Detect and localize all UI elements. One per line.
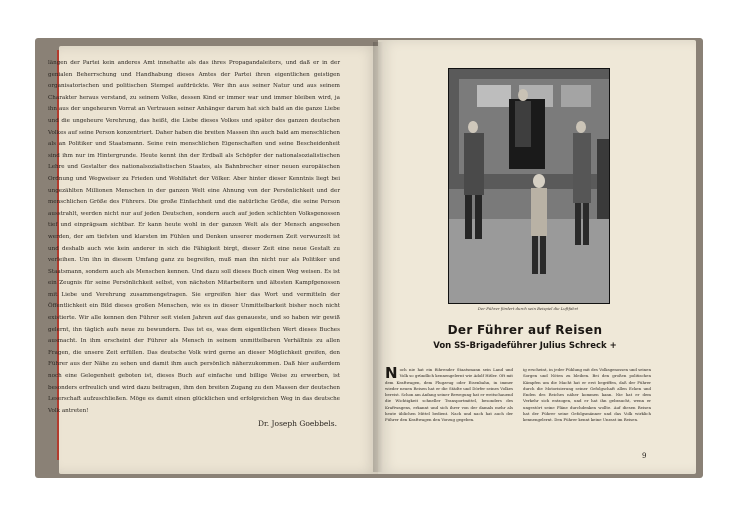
article-title: Der Führer auf Reisen: [447, 323, 603, 337]
preface-text: [48, 58, 340, 414]
photo-illustration: [449, 69, 609, 303]
photo-caption: Der Führer fördert durch sein Beispiel die Luftfahrt: [477, 306, 579, 311]
article-photo: [448, 68, 610, 304]
article-columns: [385, 364, 651, 437]
column-1-text: och nie hat ein führender Staatsmann sein Land und Volk so gründlich kennengelernt wie Adolf Hitler. Oft mit dem Kraftwagen, dem Flugzeug oder Eisenbahn, in immer wieder neuen Reisen hat er die Städte und Dörfer seines Volkes bereist. Schon am Anfang seiner Bewegung hat er weitschauend die Wichtigkeit schneller Transportmittel, besonders des Kraftwagens, erkannt und sich ihrer von der damals mehr als heute üblichen Mittel bedient. Nach und nach hat auch der Führer den Kraftwagen den Vorzug gegeben.: [385, 367, 513, 423]
author-signature: Dr. Joseph Goebbels.: [258, 419, 337, 428]
article-column-1: [385, 364, 513, 437]
column-2-text: ig erscheint, in jeder Fühlung mit des Volksgenossen und seinen Sorgen und Nöten zu bleiben. Bei den großen politischen Kämpfen um die Macht hat er erst begriffen, daß der Führer durch die Motorisierung seiner Gefolgschaft allen Ecken und Enden des Reiches näher kommen kann. Nie hat er dem Verkehr sich entzogen, und er hat ihn gebraucht, wenn er ungestört seine Pläne durchdenken wollte. Auf diesen Reisen hat der Führer seine Gefolgsmänner und das Volk wirklich kennengelernt. Den Führer kennt keine Unrast im Reisen.: [523, 367, 651, 423]
drop-cap: N: [385, 364, 398, 382]
page-gutter: [373, 42, 383, 472]
page-number: 9: [642, 452, 647, 460]
preface-paragraph: längen der Partei kein anderes Amt innehatte als das ihres Propagandaleiters, und daß er in der genialen Beherrschung und Handhabung dieses Amtes der Partei ihren eigentlichen geistigen organisatorischen und politischen Stempel aufdrückte. Wer ihn aus seiner Natur und aus seinem Charakter heraus verstand, zu seinem Volke, dessen Kind er immer war und immer bleiben wird, ja ihn aus der ungeheuren Vorrat an Vertrauen seiner Anhänger darum hat sich bald an die ganze Liebe und die ungeheure Verehrung, das heißt, die Liebe dieses Volkes und später des ganzen deutschen Volkes auf seine Person konzentriert. Daher haben die breiten Massen ihn auch bald am menschlichen als an Politiker und Staatsmann. Seine rein menschlichen Eigenschaften und seine Bescheidenheit sind ihm nur im Hintergrunde. Heute kennt ihn der Erdball als Schöpfer der nationalsozialistischen Lehre und Gestalter des nationalsozialistischen Staates, als Bahnbrecher einer neuen europäischen Ordnung und Wegweiser zu Frieden und Wohlfahrt der Völker. Aber hinter dieser Kenntnis liegt bei ungezählten Millionen Menschen in der ganzen Welt eine Ahnung von der Persönlichkeit und der menschlichen Größe des Führers. Die große Einfachheit und die natürliche Größe, die seine Person ausstrahlt, werden nicht nur auf jeden Deutschen, sondern auch auf jeden schlichten Volksgenossen tief und einprägsam sichtbar. Er kann heute wohl in der ganzen Welt als der Mensch angesehen werden, der am tiefsten und klarsten im Fühlen und Denken unserer modernen Zeit verwurzelt ist und deshalb auch wie kein anderer in sich die Fähigkeit birgt, dieser Zeit eine neue Gestalt zu verleihen. Um ihn in diesem Umfang ganz zu begreifen, muß man ihn nicht nur als Politiker und Staatsmann, sondern auch als Menschen kennen. Und dazu soll dieses Buch einen Weg weisen. Es ist ein Zeugnis für seine Persönlichkeit selbst, von nächsten Mitarbeitern und ältesten Kampfgenossen mit Liebe und Verehrung zusammengetragen. Sie ergreifen hier das Wort und vermitteln der Öffentlichkeit ein Bild dieses großen Menschen, wie es in dieser Unmittelbarkeit bisher noch nicht existierte. Wir alle kennen den Führer seit vielen Jahren auf das genaueste, und so haben wir gewiß gelernt, ihn täglich aufs neue zu bewundern. Das ist es, was dem eigentlichen Wert dieses Buches ausmacht. In ihm erscheint der Führer als Mensch in seinem unmittelbaren Verhältnis zu allen Fragen, die unsere Zeit erfüllen. Das deutsche Volk wird gerne an dieser Möglichkeit greifen, den Führer aus der Nähe zu sehen und damit ihm auch persönlich näherzukommen. Daß hier außerdem noch eine Gelegenheit geboten ist, dieses Buch auf einfache und billige Weise zu erwerben, ist besonders erfreulich und wird dazu beitragen, ihm den breiten Zugang zu den Massen der deutschen Leserschaft aufzuschließen. Möge es damit einen glücklichen und erfolgreichen Weg in das deutsche Volk antreten!: [48, 60, 340, 414]
article-byline: Von SS-Brigadeführer Julius Schreck +: [433, 341, 617, 351]
article-column-2: [523, 367, 651, 437]
